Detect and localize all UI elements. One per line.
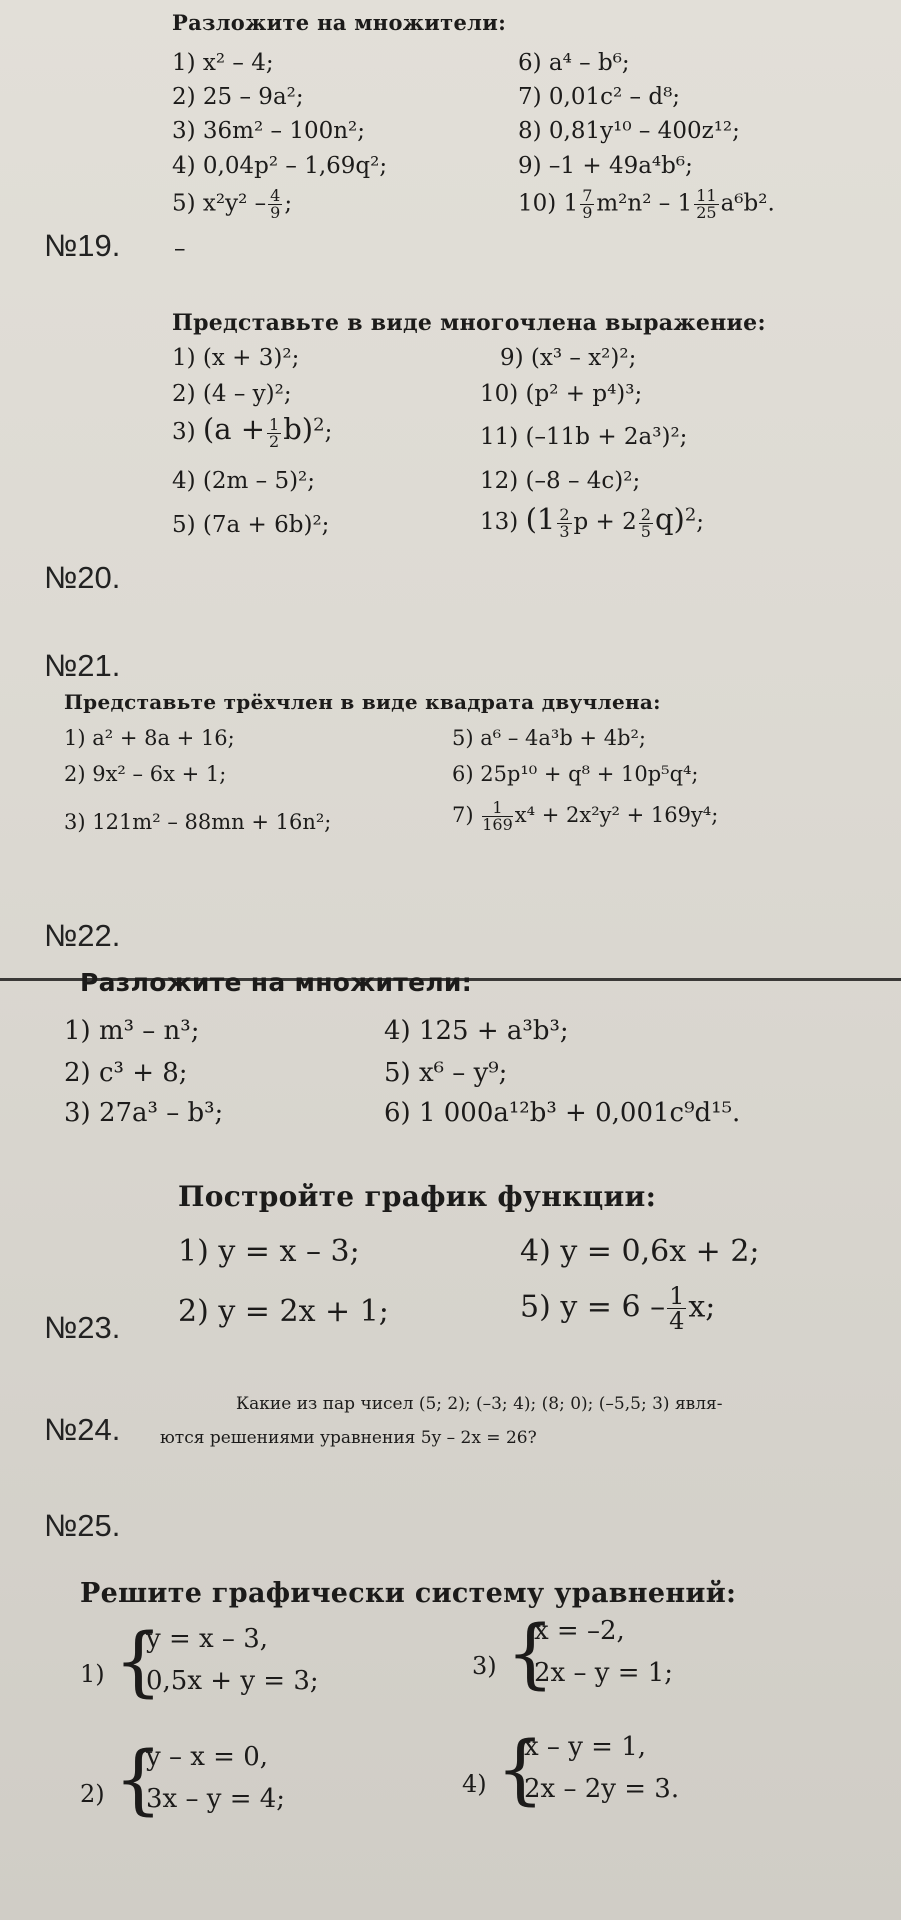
brace-icon: { [114, 1734, 163, 1823]
s23-header: Постройте график функции: [178, 1180, 657, 1213]
s22-item-5: 5) x⁶ – y⁹; [384, 1058, 508, 1088]
s23-item-1: 1) y = x – 3; [178, 1234, 360, 1269]
s20-item-9: 9) (x³ – x²)²; [500, 345, 637, 371]
s22-item-3: 3) 27a³ – b³; [64, 1098, 224, 1128]
s22-header: Разложите на множители: [80, 968, 473, 997]
s21-item-6: 6) 25p¹⁰ + q⁸ + 10p⁵q⁴; [452, 762, 699, 786]
s19-number: №19. [44, 228, 121, 263]
s25-system-1 [146, 1624, 319, 1696]
s23-number: №23. [44, 1310, 121, 1345]
s20-item-10: 10) (p² + p⁴)³; [480, 381, 643, 407]
s19-item-10: 10) 1 $\frac{7}{9}$ m²n² – 1 $\frac{11}{25}$ a⁶b². [518, 186, 775, 222]
s20-item-3: 3) (a + $\frac{1}{2}$ b)$^2$; [172, 412, 333, 451]
s21-header: Представьте трёхчлен в виде квадрата двучлена: [64, 690, 661, 714]
s22-item-6: 6) 1 000a¹²b³ + 0,001c⁹d¹⁵. [384, 1098, 741, 1128]
s25-system-4 [524, 1732, 679, 1804]
s19-dash: – [174, 236, 186, 262]
brace-icon: { [506, 1608, 555, 1697]
s21-item-7: 7) $\frac{1}{169}$ x⁴ + 2x²y² + 169y⁴; [452, 798, 719, 834]
s24-number: №24. [44, 1412, 121, 1447]
brace-icon: { [496, 1724, 545, 1813]
s21-item-3: 3) 121m² – 88mn + 16n²; [64, 810, 332, 834]
s21-item-2: 2) 9x² – 6x + 1; [64, 762, 227, 786]
s20-number: №20. [44, 560, 121, 595]
s19-item-3: 3) 36m² – 100n²; [172, 118, 366, 144]
s19-item-1: 1) x² – 4; [172, 50, 274, 76]
brace-icon: { [114, 1616, 163, 1705]
s25-system-4-eq-1: x – y = 1, [524, 1732, 647, 1762]
s20-item-13: 13) (1 $\frac{2}{3}$ p + 2 $\frac{2}{5}$ q)$^2$; [480, 502, 705, 541]
s25-system-3-eq-2: 2x – y = 1; [534, 1658, 674, 1688]
s22-item-2: 2) c³ + 8; [64, 1058, 188, 1088]
s25-system-1-eq-2: 0,5x + y = 3; [146, 1666, 319, 1696]
s21-number: №21. [44, 648, 121, 683]
s20-item-11: 11) (–11b + 2a³)²; [480, 424, 688, 450]
s22-number: №22. [44, 918, 121, 953]
s19-header: Разложите на множители: [172, 10, 507, 35]
s25-system-3-label: 3) [472, 1652, 497, 1680]
s25-header: Решите графически систему уравнений: [80, 1578, 737, 1609]
s24-line-1: Какие из пар чисел (5; 2); (–3; 4); (8; 0); (–5,5; 3) явля- [236, 1394, 723, 1414]
s20-item-12: 12) (–8 – 4c)²; [480, 468, 641, 494]
s25-system-3-eq-1: x = –2, [534, 1616, 625, 1646]
s25-system-2-label: 2) [80, 1780, 105, 1808]
s23-item-5: 5) y = 6 – $\frac{1}{4}$ x; [520, 1282, 716, 1335]
s20-item-5: 5) (7a + 6b)²; [172, 512, 330, 538]
s19-item-4: 4) 0,04p² – 1,69q²; [172, 153, 388, 179]
s22-item-1: 1) m³ – n³; [64, 1016, 200, 1046]
s25-system-4-label: 4) [462, 1770, 487, 1798]
s25-number: №25. [44, 1508, 121, 1543]
s22-item-4: 4) 125 + a³b³; [384, 1016, 569, 1046]
s19-item-8: 8) 0,81y¹⁰ – 400z¹²; [518, 118, 740, 144]
s24-line-2: ются решениями уравнения 5y – 2x = 26? [160, 1428, 537, 1448]
s20-item-1: 1) (x + 3)²; [172, 345, 300, 371]
s25-system-1-eq-1: y = x – 3, [146, 1624, 269, 1654]
s19-item-9: 9) –1 + 49a⁴b⁶; [518, 153, 693, 179]
s20-item-2: 2) (4 – y)²; [172, 381, 292, 407]
s19-item-5: 5) x²y² – $\frac{4}{9}$ ; [172, 186, 293, 222]
s25-system-2-eq-2: 3x – y = 4; [146, 1784, 286, 1814]
s20-header: Представьте в виде многочлена выражение: [172, 310, 766, 336]
s19-item-2: 2) 25 – 9a²; [172, 84, 304, 110]
s19-item-7: 7) 0,01c² – d⁸; [518, 84, 681, 110]
s25-system-2-eq-1: y – x = 0, [146, 1742, 269, 1772]
s20-item-4: 4) (2m – 5)²; [172, 468, 316, 494]
s25-system-2 [146, 1742, 285, 1814]
s25-system-1-label: 1) [80, 1660, 105, 1688]
s25-system-3 [534, 1616, 673, 1688]
s21-item-5: 5) a⁶ – 4a³b + 4b²; [452, 726, 647, 750]
s19-item-6: 6) a⁴ – b⁶; [518, 50, 630, 76]
s23-item-2: 2) y = 2x + 1; [178, 1294, 389, 1329]
s23-item-4: 4) y = 0,6x + 2; [520, 1234, 760, 1269]
s25-system-4-eq-2: 2x – 2y = 3. [524, 1774, 680, 1804]
s21-item-1: 1) a² + 8a + 16; [64, 726, 235, 750]
